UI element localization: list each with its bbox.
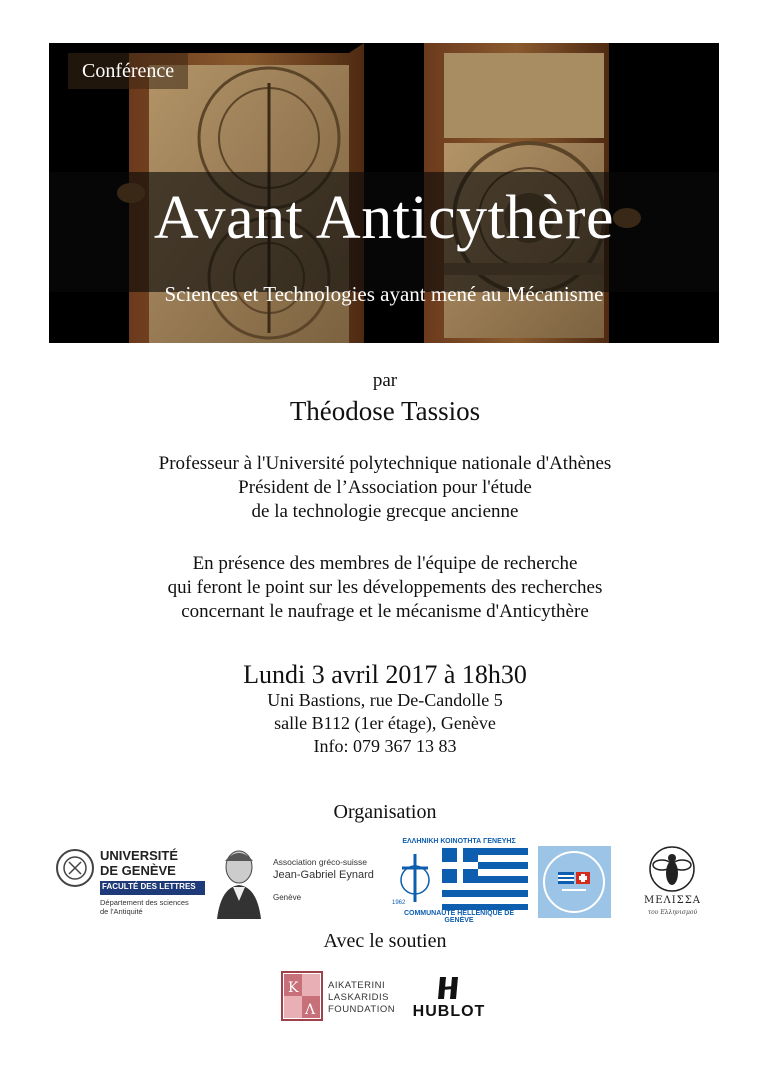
presence-line: concernant le naufrage et le mécanisme d'Anticythère xyxy=(181,601,589,622)
hellenic-hearth-logo xyxy=(538,846,611,918)
role-line: de la technologie grecque ancienne xyxy=(251,501,519,522)
venue-line: Uni Bastions, rue De-Candolle 5 xyxy=(267,690,503,710)
unige-logo xyxy=(55,843,205,923)
poster-title: Avant Anticythère xyxy=(153,184,615,252)
presence-text xyxy=(0,552,770,624)
eynard-line1: Association gréco-suisse xyxy=(273,857,368,867)
bee-icon xyxy=(630,843,715,895)
unige-line2: DE GENÈVE xyxy=(100,863,176,878)
event-venue xyxy=(0,689,770,758)
hublot-h-icon xyxy=(404,975,494,1003)
role-line: Professeur à l'Université polytechnique nationale d'Athènes xyxy=(158,453,612,474)
support-heading: Avec le soutien xyxy=(323,930,447,952)
presence-line: qui feront le point sur les développements des recherches xyxy=(167,577,603,598)
svg-text:Λ: Λ xyxy=(305,1002,316,1018)
conference-badge: Conférence xyxy=(68,53,188,89)
melissa-logo xyxy=(630,843,715,923)
eynard-line3: Genève xyxy=(273,893,302,902)
flags-emblem-icon xyxy=(538,846,611,918)
venue-line: salle B112 (1er étage), Genève xyxy=(274,713,496,733)
eynard-line2: Jean-Gabriel Eynard xyxy=(273,869,374,881)
laskaridis-line1: AIKATERINI xyxy=(328,980,386,991)
laskaridis-foundation-logo xyxy=(280,970,400,1026)
eynard-logo xyxy=(207,843,387,923)
speaker-role xyxy=(0,452,770,524)
laskaridis-line3: FOUNDATION xyxy=(328,1004,396,1015)
role-line: Président de l’Association pour l'étude xyxy=(238,477,532,498)
hellenic-year: 1962 xyxy=(392,900,406,906)
portrait-icon xyxy=(207,843,267,919)
par-label: par xyxy=(372,370,398,391)
unige-faculty: FACULTÉ DES LETTRES xyxy=(102,882,196,891)
laskaridis-line2: LASKARIDIS xyxy=(328,992,389,1003)
hellenic-bottom-text: COMMUNAUTÉ HELLÉNIQUE DE GENÈVE xyxy=(403,910,515,924)
hellenic-community-logo xyxy=(390,838,528,924)
svg-text:K: K xyxy=(288,980,299,996)
hellenic-top-text: ΕΛΛΗΝΙΚΗ ΚΟΙΝΟΤΗΤΑ ΓΕΝΕΥΗΣ xyxy=(402,838,516,845)
venue-line: Info: 079 367 13 83 xyxy=(313,736,457,756)
event-date: Lundi 3 avril 2017 à 18h30 xyxy=(243,660,527,689)
unige-line1: UNIVERSITÉ xyxy=(100,848,179,863)
hublot-logo xyxy=(404,975,494,1025)
unige-dept2: de l'Antiquité xyxy=(100,907,143,916)
hublot-wordmark: HUBLOT xyxy=(412,1003,486,1020)
unige-dept1: Département des sciences xyxy=(100,898,189,907)
melissa-name: ΜΕΛΙΣΣΑ xyxy=(643,895,702,906)
poster-subtitle: Sciences et Technologies ayant mené au Mécanisme xyxy=(164,282,604,306)
laskaridis-emblem-icon xyxy=(280,970,324,1022)
speaker-name: Théodose Tassios xyxy=(289,396,481,426)
greek-flag-icon xyxy=(390,848,528,910)
presence-line: En présence des membres de l'équipe de recherche xyxy=(192,553,578,574)
organisation-heading: Organisation xyxy=(333,801,437,823)
melissa-sub: του Ελληνισμού xyxy=(647,909,698,916)
unige-seal-icon xyxy=(55,848,95,888)
